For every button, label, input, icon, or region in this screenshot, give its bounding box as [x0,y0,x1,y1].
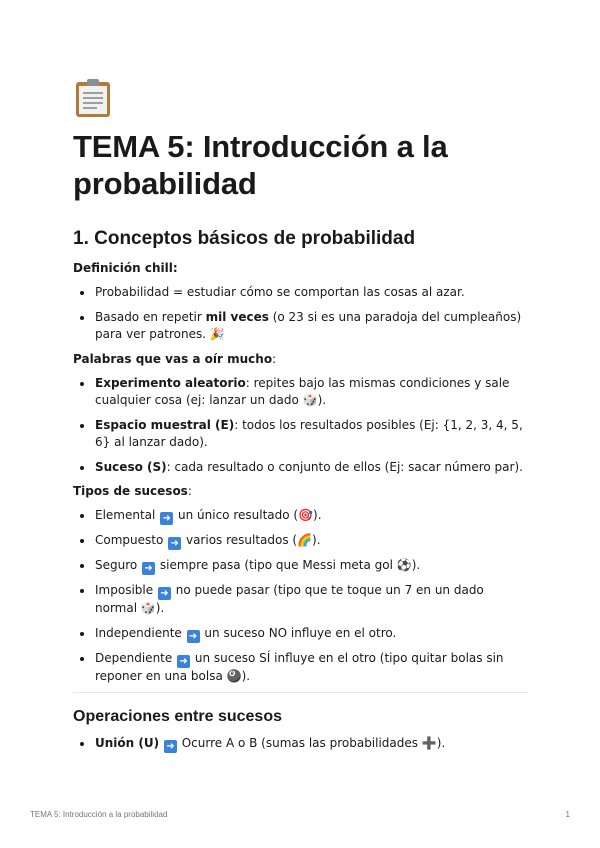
divider [73,692,529,693]
arrow-right-icon: ➜ [187,630,200,643]
list-item: Independiente ➜ un suceso NO influye en el otro. [73,625,529,643]
list-item: Seguro ➜ siempre pasa (tipo que Messi meta gol ⚽). [73,557,529,575]
list-item: Basado en repetir mil veces (o 23 si es una paradoja del cumpleaños) para ver patrones. 🎉 [73,309,529,344]
list-item: Imposible ➜ no puede pasar (tipo que te toque un 7 en un dado normal 🎲). [73,582,529,618]
definicion-list [73,284,529,344]
definicion-label: Definición chill: [73,261,178,275]
list-item: Espacio muestral (E): todos los resultados posibles (Ej: {1, 2, 3, 4, 5, 6} al lanzar dado). [73,417,529,452]
list-item: Unión (U) ➜ Ocurre A o B (sumas las probabilidades ➕). [73,735,529,753]
palabras-label: Palabras que vas a oír mucho: [73,351,277,366]
arrow-right-icon: ➜ [158,587,171,600]
page-number: 1 [565,810,570,819]
operaciones-list [73,735,529,753]
list-item: Compuesto ➜ varios resultados (🌈). [73,532,529,550]
list-item: Suceso (S): cada resultado o conjunto de ellos (Ej: sacar número par). [73,459,529,477]
list-item: Elemental ➜ un único resultado (🎯). [73,507,529,525]
palabras-list [73,375,529,477]
tipos-label: Tipos de sucesos: [73,484,192,498]
arrow-right-icon: ➜ [177,655,190,668]
clipboard-icon [73,78,113,118]
list-item: Experimento aleatorio: repites bajo las mismas condiciones y sale cualquier cosa (ej: lanzar un dado 🎲). [73,375,529,410]
list-item: Probabilidad = estudiar cómo se comportan las cosas al azar. [73,284,529,302]
page-content [73,78,529,760]
tipos-list [73,507,529,685]
section-heading: Operaciones entre sucesos [73,708,282,725]
arrow-right-icon: ➜ [142,562,155,575]
arrow-right-icon: ➜ [168,537,181,550]
page-footer [30,810,570,819]
page-title: TEMA 5: Introducción a la probabilidad [73,129,448,201]
section-heading: 1. Conceptos básicos de probabilidad [73,228,416,249]
arrow-right-icon: ➜ [160,512,173,525]
arrow-right-icon: ➜ [164,740,177,753]
list-item: Dependiente ➜ un suceso SÍ influye en el otro (tipo quitar bolas sin reponer en una bolsa 🎱). [73,650,529,686]
footer-title: TEMA 5: Introducción a la probabilidad [30,810,168,819]
